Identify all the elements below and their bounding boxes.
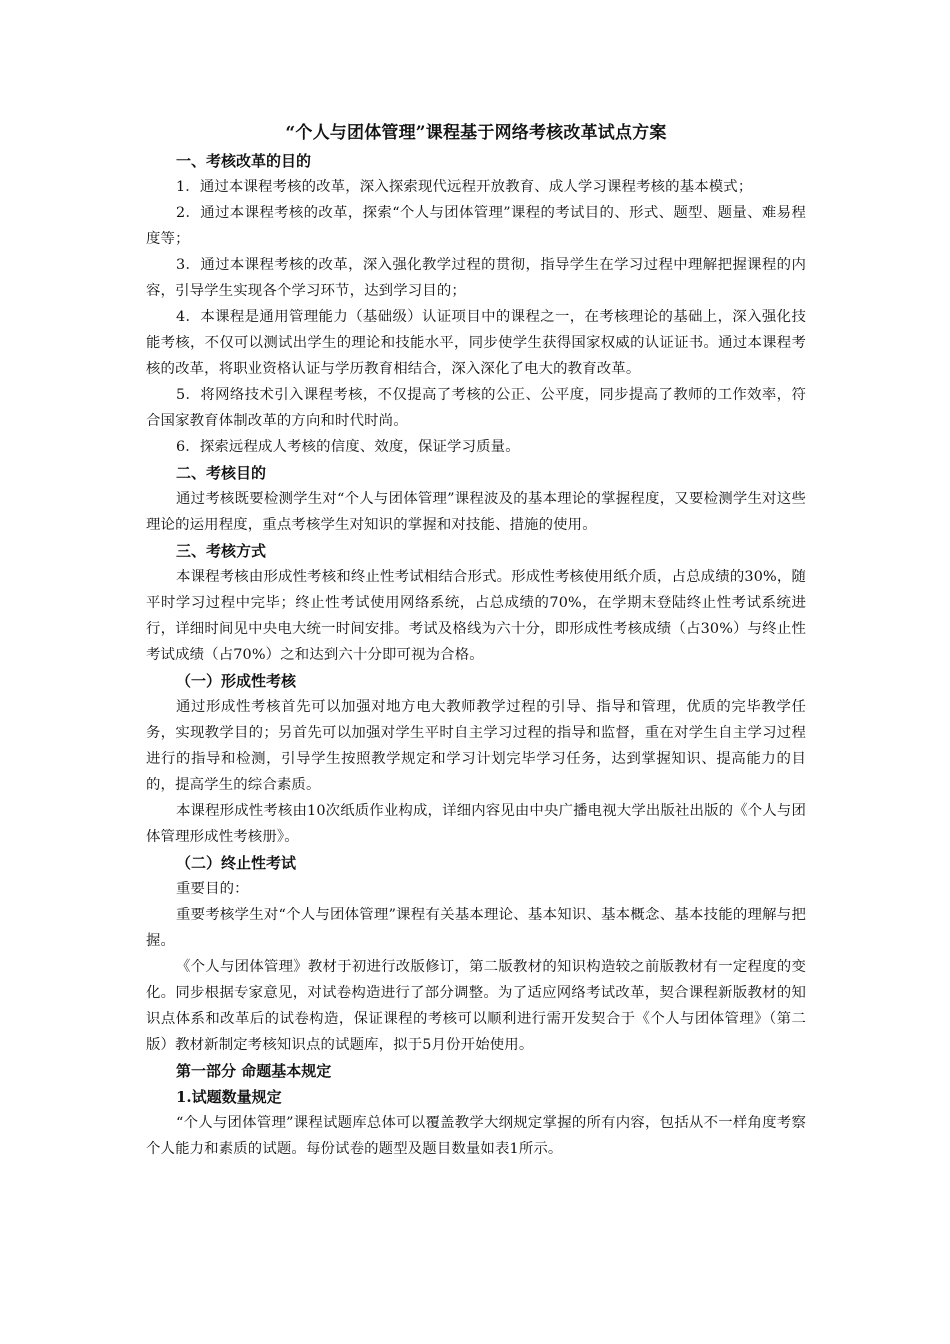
paragraph-goal-2: 2．通过本课程考核的改革，探索“个人与团体管理”课程的考试目的、形式、题型、题量、难易程度等； (146, 205, 806, 247)
section-heading-2: 二、考核目的 (176, 464, 267, 482)
paragraph-goal-6: 6．探索远程成人考核的信度、效度，保证学习质量。 (176, 439, 520, 455)
document-page (146, 118, 806, 1162)
paragraph-final-label: 重要目的： (176, 881, 249, 897)
paragraph-goal-5: 5．将网络技术引入课程考核，不仅提高了考核的公正、公平度，同步提高了教师的工作效率，符合国家教育体制改革的方向和时代时尚。 (146, 387, 806, 429)
section-heading-3: 三、考核方式 (176, 542, 267, 560)
paragraph-purpose: 通过考核既要检测学生对“个人与团体管理”课程波及的基本理论的掌握程度，又要检测学生对这些理论的运用程度，重点考核学生对知识的掌握和对技能、措施的使用。 (146, 491, 806, 533)
paragraph-goal-3: 3．通过本课程考核的改革，深入强化教学过程的贯彻，指导学生在学习过程中理解把握课程的内容，引导学生实现各个学习环节，达到学习目的； (146, 257, 806, 299)
paragraph-quantity: “个人与团体管理”课程试题库总体可以覆盖教学大纲规定掌握的所有内容，包括从不一样角度考察个人能力和素质的试题。每份试卷的题型及题目数量如表1所示。 (146, 1115, 806, 1157)
document-title: “个人与团体管理”课程基于网络考核改革试点方案 (285, 123, 667, 143)
paragraph-final-1: 重要考核学生对“个人与团体管理”课程有关基本理论、基本知识、基本概念、基本技能的理解与把握。 (146, 907, 806, 949)
paragraph-final-2: 《个人与团体管理》教材于初进行改版修订，第二版教材的知识构造较之前版教材有一定程度的变化。同步根据专家意见，对试卷构造进行了部分调整。为了适应网络考试改革，契合课程新版教材的知识点体系和改革后的试卷构造，保证课程的考核可以顺利进行需开发契合于《个人与团体管理》（第二版）教材新制定考核知识点的试题库，拟于5月份开始使用。 (146, 959, 806, 1053)
subheading-final: （二）终止性考试 (176, 854, 297, 872)
paragraph-formative-2: 本课程形成性考核由10次纸质作业构成，详细内容见由中央广播电视大学出版社出版的《个人与团体管理形成性考核册》。 (146, 803, 806, 845)
subheading-quantity: 1.试题数量规定 (176, 1088, 282, 1106)
part-heading: 第一部分 命题基本规定 (176, 1062, 332, 1080)
section-heading-1: 一、考核改革的目的 (176, 152, 312, 170)
paragraph-goal-4: 4．本课程是通用管理能力（基础级）认证项目中的课程之一，在考核理论的基础上，深入强化技能考核，不仅可以测试出学生的理论和技能水平，同步使学生获得国家权威的认证证书。通过本课程考核的改革，将职业资格认证与学历教育相结合，深入深化了电大的教育改革。 (146, 309, 806, 377)
paragraph-method: 本课程考核由形成性考核和终止性考试相结合形式。形成性考核使用纸介质，占总成绩的30%，随平时学习过程中完毕；终止性考试使用网络系统，占总成绩的70%，在学期末登陆终止性考试系统进行，详细时间见中央电大统一时间安排。考试及格线为六十分，即形成性考核成绩（占30%）与终止性考试成绩（占70%）之和达到六十分即可视为合格。 (146, 569, 806, 663)
paragraph-goal-1: 1．通过本课程考核的改革，深入探索现代远程开放教育、成人学习课程考核的基本模式； (176, 179, 753, 195)
subheading-formative: （一）形成性考核 (176, 672, 297, 690)
paragraph-formative-1: 通过形成性考核首先可以加强对地方电大教师教学过程的引导、指导和管理，优质的完毕教学任务，实现教学目的；另首先可以加强对学生平时自主学习过程的指导和监督，重在对学生自主学习过程进行的指导和检测，引导学生按照教学规定和学习计划完毕学习任务，达到掌握知识、提高能力的目的，提高学生的综合素质。 (146, 699, 806, 793)
